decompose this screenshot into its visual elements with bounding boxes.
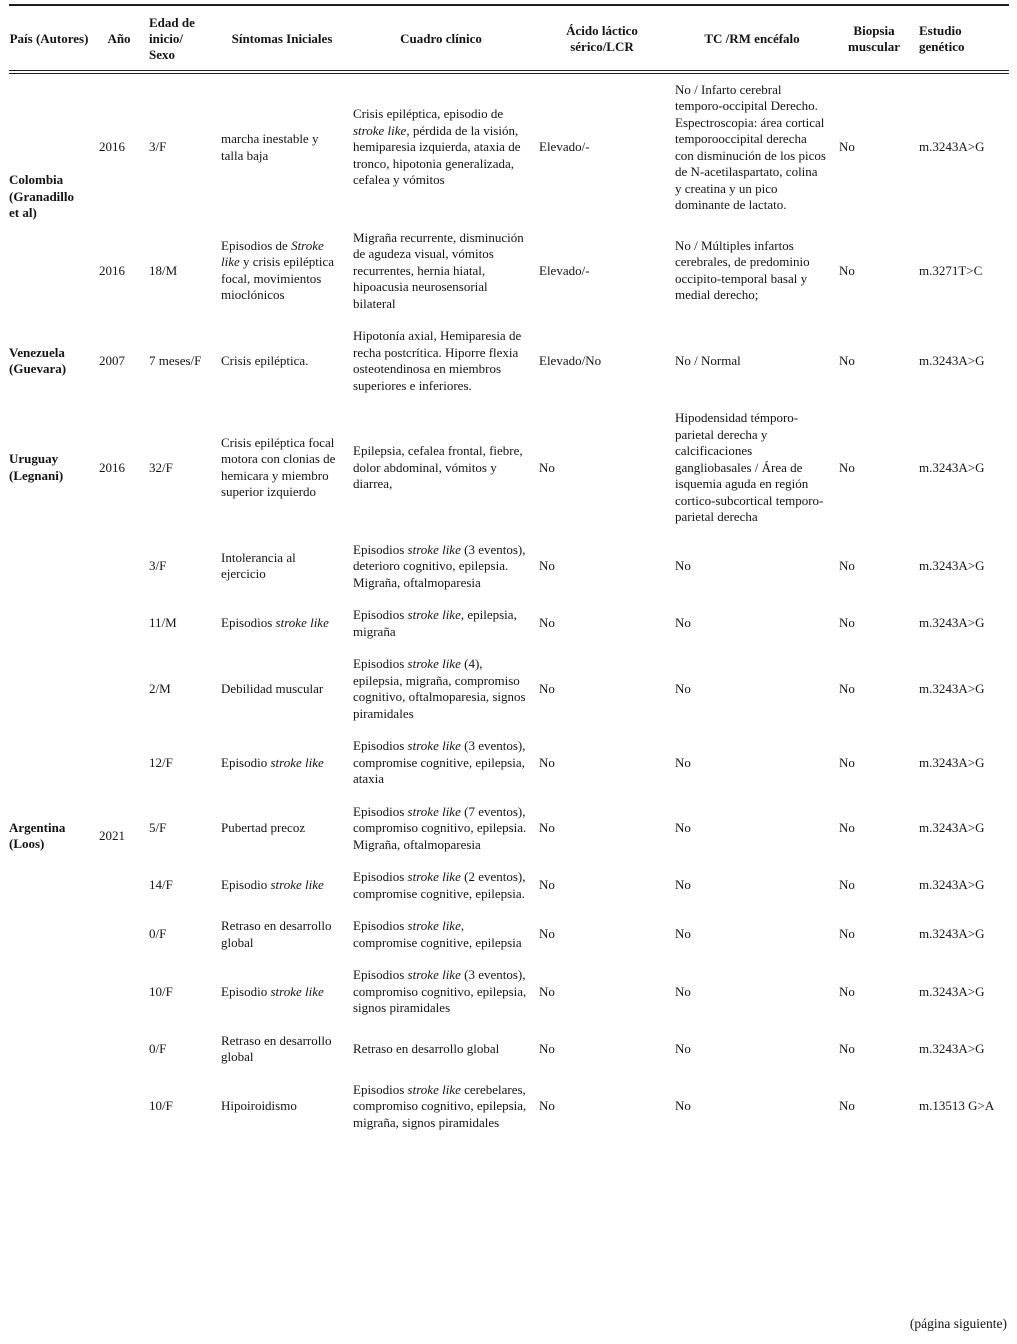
cell-tcrm: No <box>675 754 691 770</box>
cell-tcrm: No <box>675 680 691 696</box>
cell-biopsia: No <box>839 139 855 155</box>
cell-edad: 10/F <box>149 983 173 999</box>
page-continuation-note: (página siguiente) <box>909 1316 1007 1331</box>
cell-sintomas: Crisis epiléptica. <box>221 352 309 368</box>
cell-tcrm: No <box>675 1040 691 1056</box>
cell-tcrm: No / Normal <box>675 352 741 368</box>
cell-biopsia: No <box>839 983 855 999</box>
table-row-6 <box>9 599 1009 648</box>
cell-estudio: m.3243A>G <box>919 820 985 836</box>
cell-tcrm: Hipodensidad témporo-parietal derecha y calcificaciones gangliobasales / Área de isquemia aguda en región cortico-subcortical temporo-parietal derecha <box>675 410 824 525</box>
cell-ano: 2016 <box>99 139 125 155</box>
cell-tcrm: No <box>675 820 691 836</box>
cell-biopsia: No <box>839 558 855 574</box>
cell-estudio: m.13513 G>A <box>919 1098 995 1114</box>
cell-estudio: m.3243A>G <box>919 926 985 942</box>
cell-tcrm: No <box>675 1098 691 1114</box>
cell-edad: 3/F <box>149 139 167 155</box>
cell-edad: 10/F <box>149 1098 173 1114</box>
column-header-sintomas: Síntomas Iniciales <box>221 5 353 72</box>
cell-biopsia: No <box>839 352 855 368</box>
table-body <box>9 72 1009 1140</box>
cell-estudio: m.3243A>G <box>919 754 985 770</box>
cell-edad: 14/F <box>149 877 173 893</box>
column-header-edad: Edad de inicio/ Sexo <box>149 5 221 72</box>
melas-cases-table <box>9 4 1009 1139</box>
cell-estudio: m.3243A>G <box>919 615 985 631</box>
cell-sintomas: Episodios de Stroke like y crisis epiléptica focal, movimientos mioclónicos <box>221 237 334 303</box>
cell-pais: Argentina (Loos) <box>9 819 66 852</box>
cell-acido: No <box>539 983 555 999</box>
cell-cuadro: Episodios stroke like (7 eventos), compromiso cognitivo, epilepsia. Migraña, oftalmoparesia <box>353 803 527 852</box>
cell-biopsia: No <box>839 262 855 278</box>
cell-biopsia: No <box>839 754 855 770</box>
cell-estudio: m.3243A>G <box>919 139 985 155</box>
cell-cuadro: Episodios stroke like (2 eventos), compromise cognitive, epilepsia. <box>353 869 526 901</box>
cell-edad: 2/M <box>149 680 171 696</box>
cell-acido: No <box>539 820 555 836</box>
cell-edad: 18/M <box>149 262 178 278</box>
cell-sintomas: Hipoiroidismo <box>221 1098 297 1114</box>
cell-sintomas: Debilidad muscular <box>221 680 324 696</box>
cell-acido: No <box>539 1098 555 1114</box>
column-header-cuadro: Cuadro clínico <box>353 5 539 72</box>
cell-biopsia: No <box>839 459 855 475</box>
cell-acido: No <box>539 926 555 942</box>
cell-edad: 0/F <box>149 1040 167 1056</box>
cell-edad: 32/F <box>149 459 173 475</box>
cell-sintomas: Episodio stroke like <box>221 754 324 770</box>
cell-cuadro: Epilepsia, cefalea frontal, fiebre, dolor abdominal, vómitos y diarrea, <box>353 443 523 492</box>
table-row-8 <box>9 730 1009 796</box>
cell-tcrm: No <box>675 983 691 999</box>
cell-estudio: m.3243A>G <box>919 558 985 574</box>
column-header-tcrm: TC /RM encéfalo <box>675 5 839 72</box>
cell-biopsia: No <box>839 926 855 942</box>
cell-edad: 3/F <box>149 558 167 574</box>
cell-estudio: m.3243A>G <box>919 877 985 893</box>
cell-tcrm: No <box>675 615 691 631</box>
cell-estudio: m.3243A>G <box>919 680 985 696</box>
cell-cuadro: Episodios stroke like (3 eventos), deterioro cognitivo, epilepsia. Migraña, oftalmoparesia <box>353 541 526 590</box>
cell-acido: Elevado/No <box>539 352 602 368</box>
cell-tcrm: No <box>675 926 691 942</box>
cell-biopsia: No <box>839 1040 855 1056</box>
cell-acido: Elevado/- <box>539 139 590 155</box>
cell-edad: 0/F <box>149 926 167 942</box>
cell-sintomas: Crisis epiléptica focal motora con clonias de hemicara y miembro superior izquierdo <box>221 434 336 500</box>
cell-edad: 7 meses/F <box>149 352 202 368</box>
cell-estudio: m.3243A>G <box>919 1040 985 1056</box>
cell-sintomas: Pubertad precoz <box>221 820 306 836</box>
table-row-5 <box>9 534 1009 600</box>
cell-sintomas: Retraso en desarrollo global <box>221 1032 332 1065</box>
cell-cuadro: Episodios stroke like (4), epilepsia, migraña, compromiso cognitivo, oftalmoparesia, signos piramidales <box>353 656 526 721</box>
cell-sintomas: Retraso en desarrollo global <box>221 918 332 950</box>
table-row-13 <box>9 1025 1009 1074</box>
cell-sintomas: Episodios stroke like <box>221 615 329 631</box>
cell-biopsia: No <box>839 820 855 836</box>
table-row-1 <box>9 72 1009 222</box>
cell-acido: Elevado/- <box>539 262 590 278</box>
cell-cuadro: Hipotonía axial, Hemiparesia de recha postcrítica. Hiporre flexia osteotendinosa en miembros superiores e inferiores. <box>353 328 522 393</box>
cell-cuadro: Episodios stroke like cerebelares, compromiso cognitivo, epilepsia, migraña, signos piramidales <box>353 1081 527 1130</box>
cell-acido: No <box>539 754 555 770</box>
cell-estudio: m.3271T>C <box>919 262 983 278</box>
cell-estudio: m.3243A>G <box>919 983 985 999</box>
cell-tcrm: No <box>675 877 691 893</box>
table-row-11 <box>9 910 1009 959</box>
cell-biopsia: No <box>839 1098 855 1114</box>
column-header-acido: Ácido láctico sérico/LCR <box>539 5 675 72</box>
cell-biopsia: No <box>839 615 855 631</box>
cell-cuadro: Crisis epiléptica, episodio de stroke like, pérdida de la visión, hemiparesia izquierda, ataxia de tronco, hipotonia generalizada, cefalea y vómitos <box>353 106 521 188</box>
cell-biopsia: No <box>839 877 855 893</box>
cell-acido: No <box>539 877 555 893</box>
table-row-2 <box>9 222 1009 321</box>
table-row-7 <box>9 648 1009 730</box>
cell-biopsia: No <box>839 680 855 696</box>
column-header-estudio: Estudio genético <box>919 5 1009 72</box>
table-row-4 <box>9 402 1009 534</box>
cell-cuadro: Retraso en desarrollo global <box>353 1040 500 1056</box>
cell-sintomas: Episodio stroke like <box>221 877 324 893</box>
cell-ano: 2016 <box>99 459 125 475</box>
cell-tcrm: No <box>675 558 691 574</box>
cell-acido: No <box>539 680 555 696</box>
cell-edad: 12/F <box>149 754 173 770</box>
cell-pais: Venezuela (Guevara) <box>9 344 67 377</box>
cell-cuadro: Episodios stroke like (3 eventos), compromise cognitive, epilepsia, ataxia <box>353 738 526 787</box>
column-header-ano: Año <box>99 5 149 72</box>
cell-sintomas: Episodio stroke like <box>221 983 324 999</box>
column-header-biopsia: Biopsia muscular <box>839 5 919 72</box>
cell-sintomas: Intolerancia al ejercicio <box>221 549 296 582</box>
table-row-10 <box>9 861 1009 910</box>
cell-acido: No <box>539 558 555 574</box>
cell-ano: 2021 <box>99 828 125 844</box>
cell-ano: 2007 <box>99 352 125 368</box>
cell-cuadro: Episodios stroke like, compromise cognitive, epilepsia <box>353 918 522 950</box>
table-row-9 <box>9 796 1009 862</box>
cell-tcrm: No / Infarto cerebral temporo-occipital Derecho. Espectroscopia: área cortical temporooccipital derecha con disminución de los picos de N-acetilaspartato, colina y creatina y un pico dominante de lactato. <box>675 81 826 213</box>
cell-acido: No <box>539 459 555 475</box>
cell-cuadro: Episodios stroke like, epilepsia, migraña <box>353 607 517 639</box>
cell-estudio: m.3243A>G <box>919 352 985 368</box>
cell-edad: 5/F <box>149 820 167 836</box>
table-row-14 <box>9 1074 1009 1140</box>
cell-tcrm: No / Múltiples infartos cerebrales, de predominio occipito-temporal basal y medial derecho; <box>675 237 810 303</box>
cell-pais: Uruguay (Legnani) <box>9 451 64 483</box>
table-header-row <box>9 5 1009 72</box>
table-row-3 <box>9 320 1009 402</box>
table-header <box>9 5 1009 72</box>
cell-estudio: m.3243A>G <box>919 459 985 475</box>
cell-edad: 11/M <box>149 615 177 631</box>
cell-sintomas: marcha inestable y talla baja <box>221 131 319 163</box>
cell-acido: No <box>539 615 555 631</box>
cell-pais: Colombia (Granadillo et al) <box>9 172 75 221</box>
cell-cuadro: Migraña recurrente, disminución de agudeza visual, vómitos recurrentes, hernia hiatal, hipoacusia neurosensorial bilateral <box>353 229 524 311</box>
column-header-pais: País (Autores) <box>9 5 99 72</box>
cell-cuadro: Episodios stroke like (3 eventos), compromiso cognitivo, epilepsia, signos piramidales <box>353 967 527 1016</box>
cell-acido: No <box>539 1040 555 1056</box>
cell-ano: 2016 <box>99 262 125 278</box>
table-row-12 <box>9 959 1009 1025</box>
